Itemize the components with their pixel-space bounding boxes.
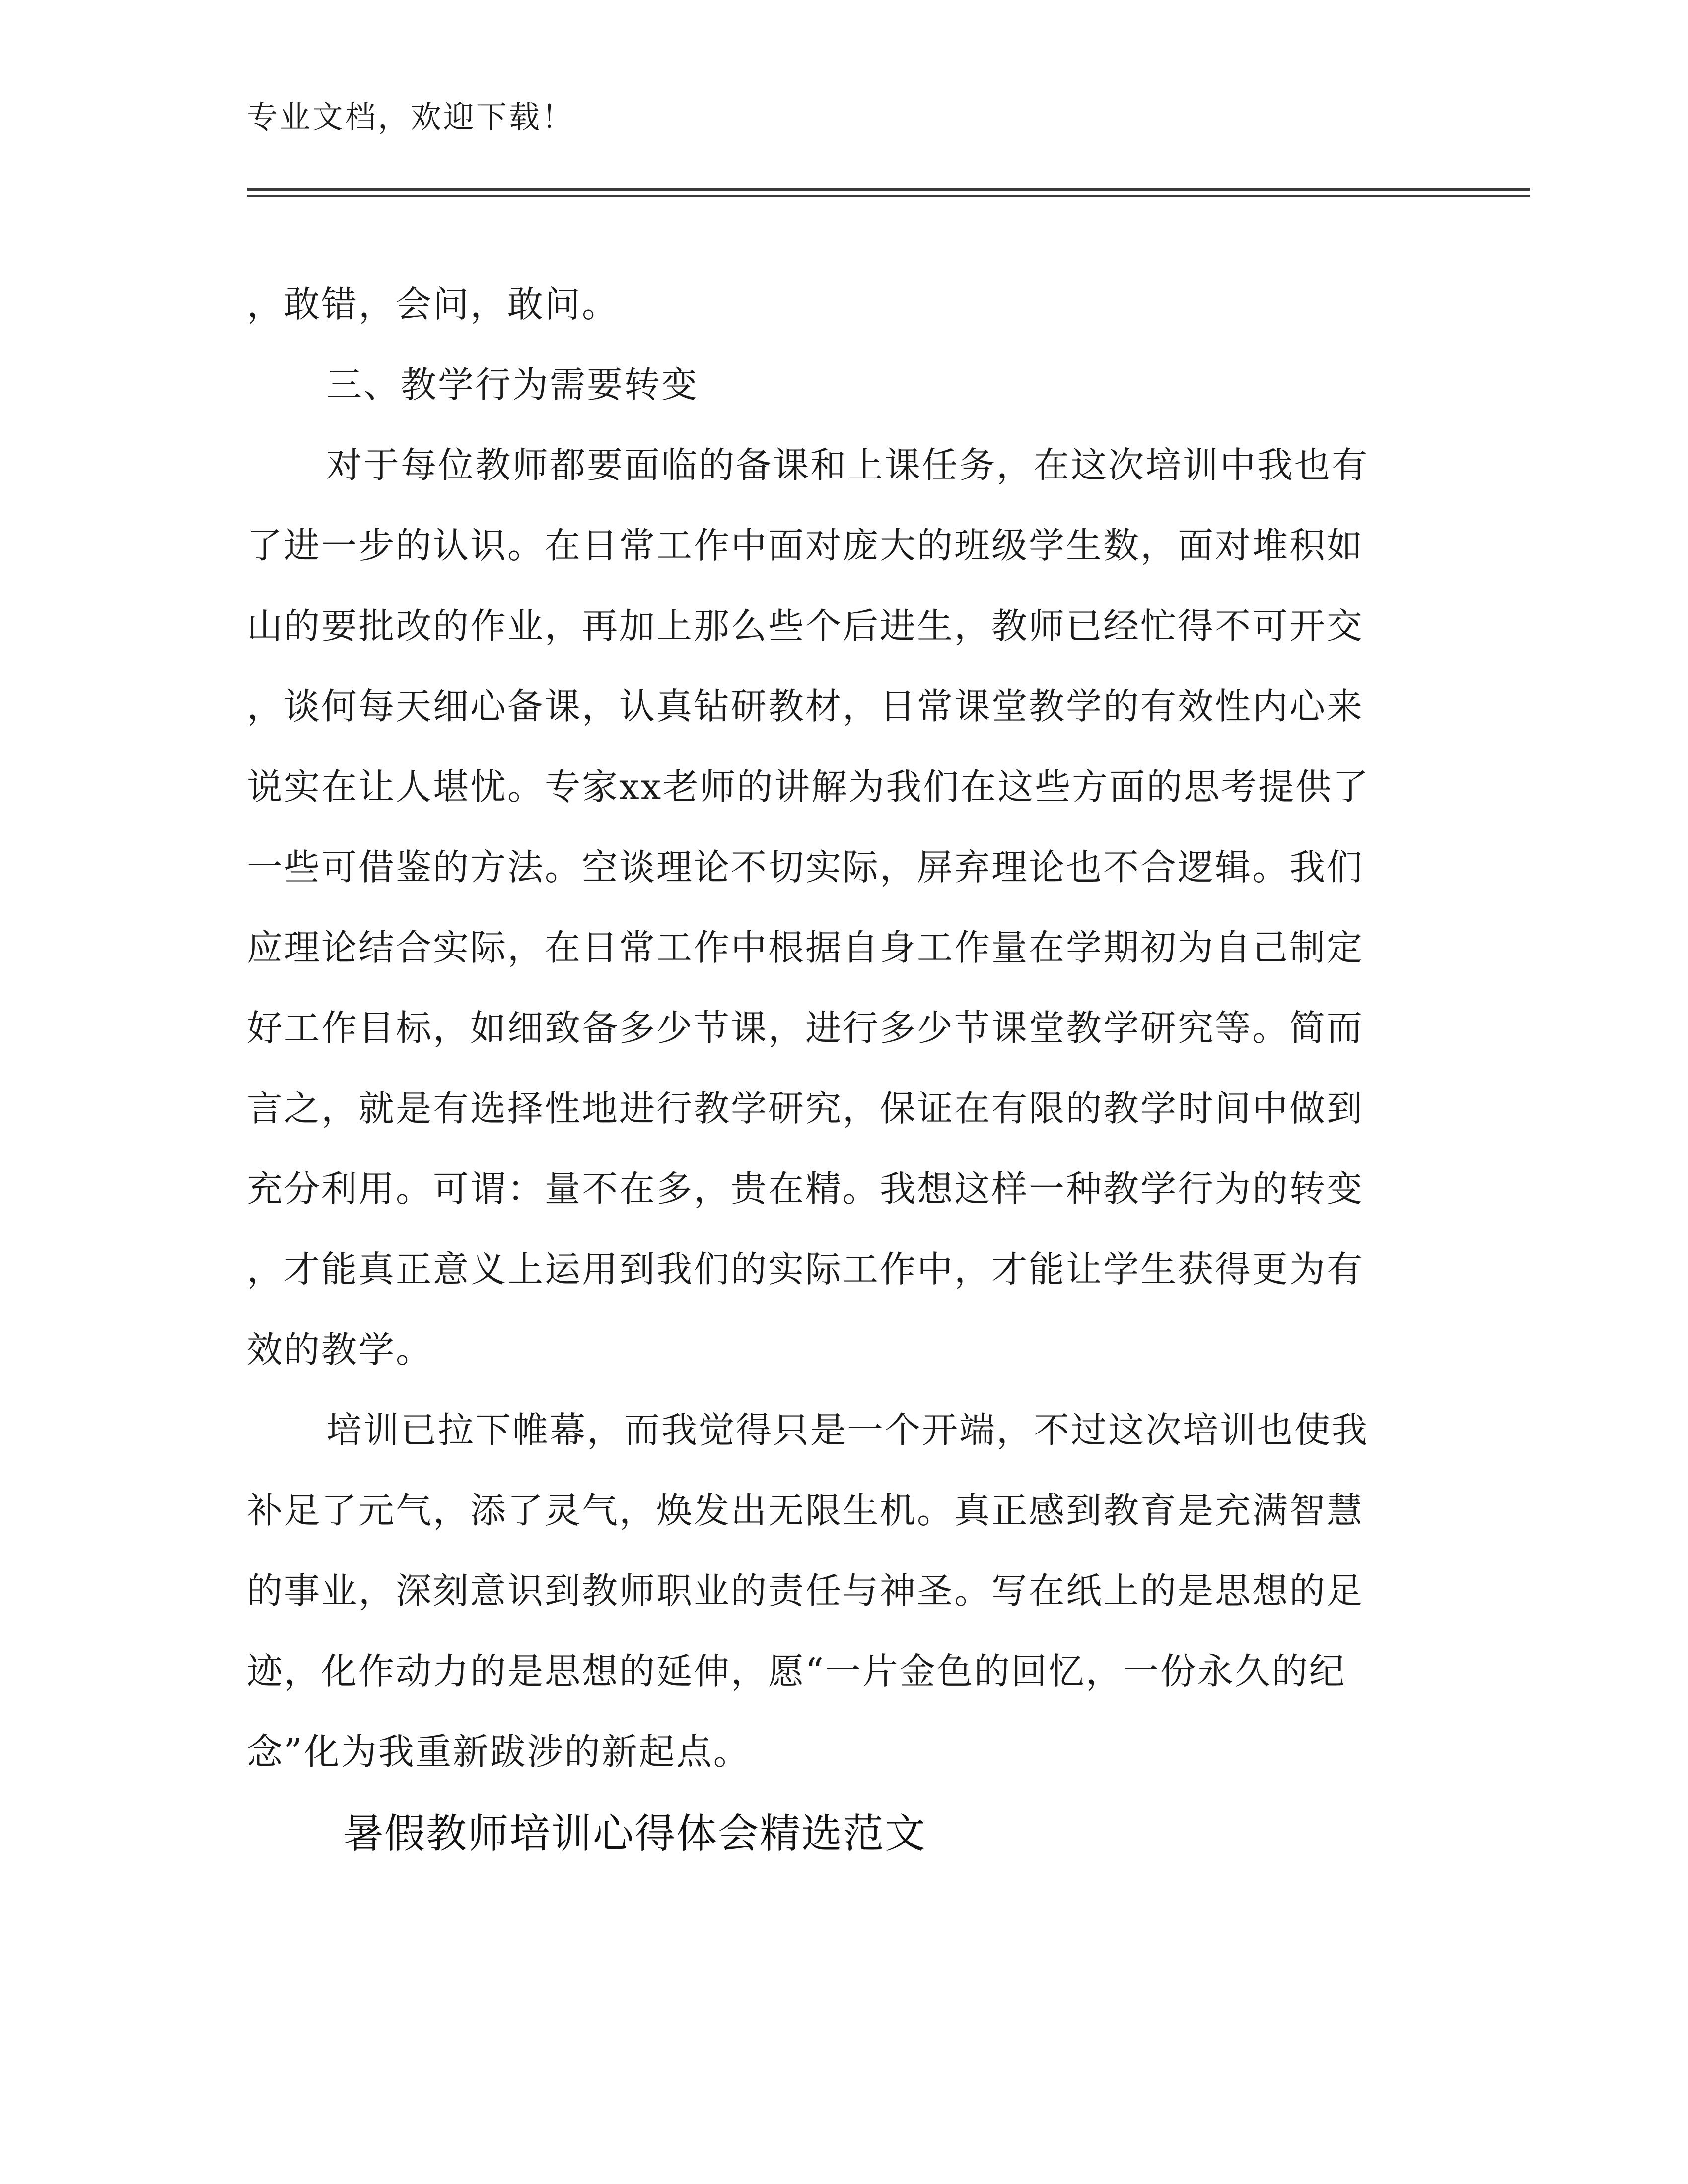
header-rule-bottom bbox=[247, 195, 1530, 197]
header-rule-top bbox=[247, 188, 1530, 191]
body-line: ，谈何每天细心备课，认真钻研教材，日常课堂教学的有效性内心来 bbox=[247, 685, 1364, 727]
body-line: 的事业，深刻意识到教师职业的责任与神圣。写在纸上的是思想的足 bbox=[247, 1570, 1364, 1612]
body-line: 一些可借鉴的方法。空谈理论不切实际，屏弃理论也不合逻辑。我们 bbox=[247, 846, 1364, 888]
page-header-text: 专业文档，欢迎下载！ bbox=[247, 99, 575, 135]
body-line: 充分利用。可谓：量不在多，贵在精。我想这样一种教学行为的转变 bbox=[247, 1168, 1364, 1210]
body-line: ，敢错，会问，敢问。 bbox=[247, 283, 620, 325]
body-line: 效的教学。 bbox=[247, 1329, 433, 1370]
body-line: 对于每位教师都要面临的备课和上课任务，在这次培训中我也有 bbox=[326, 444, 1369, 486]
body-line: 迹，化作动力的是思想的延伸，愿“一片金色的回忆，一份永久的纪 bbox=[247, 1650, 1346, 1692]
body-line: 补足了元气，添了灵气，焕发出无限生机。真正感到教育是充满智慧 bbox=[247, 1490, 1364, 1531]
body-line: 好工作目标，如细致备多少节课，进行多少节课堂教学研究等。简而 bbox=[247, 1007, 1364, 1049]
body-line: 培训已拉下帷幕，而我觉得只是一个开端，不过这次培训也使我 bbox=[326, 1409, 1369, 1451]
body-line: 了进一步的认识。在日常工作中面对庞大的班级学生数，面对堆积如 bbox=[247, 525, 1364, 566]
body-line: 说实在让人堪忧。专家xx老师的讲解为我们在这些方面的思考提供了 bbox=[247, 766, 1370, 808]
next-article-title: 暑假教师培训心得体会精选范文 bbox=[343, 1810, 927, 1857]
body-line: ，才能真正意义上运用到我们的实际工作中，才能让学生获得更为有 bbox=[247, 1248, 1364, 1290]
body-line: 念”化为我重新跋涉的新起点。 bbox=[247, 1731, 751, 1773]
document-body bbox=[247, 264, 1404, 1792]
section-heading: 三、教学行为需要转变 bbox=[326, 364, 699, 406]
body-line: 山的要批改的作业，再加上那么些个后进生，教师已经忙得不可开交 bbox=[247, 605, 1364, 647]
body-line: 应理论结合实际，在日常工作中根据自身工作量在学期初为自己制定 bbox=[247, 927, 1364, 968]
body-line: 言之，就是有选择性地进行教学研究，保证在有限的教学时间中做到 bbox=[247, 1088, 1364, 1129]
